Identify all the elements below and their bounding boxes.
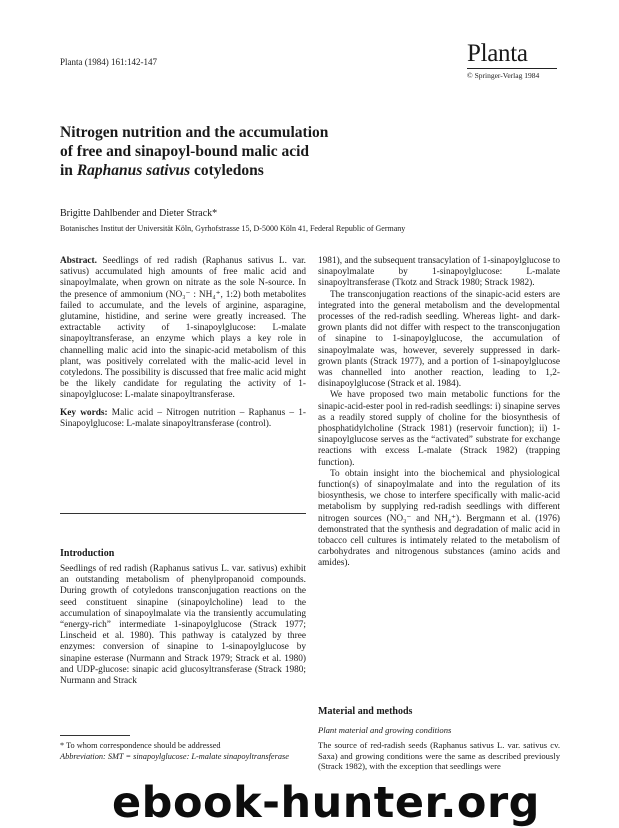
article-title	[60, 123, 400, 180]
right-paragraph-3: We have proposed two main metabolic functions for the sinapic-acid-ester pool in red-radish seedlings: i) sinapine serves as a readily stored supply of choline for the biosynthesis of phosphatidylcholine (Strack 1981) (reservoir function); ii) 1-sinapoylglucose serves as the “activated” substrate for exchange reactions with excess L-malate (Strack 1982) (trapping function).	[318, 390, 560, 468]
journal-logo	[467, 42, 557, 80]
journal-citation: Planta (1984) 161:142-147	[60, 57, 157, 67]
introduction-heading: Introduction	[60, 548, 115, 559]
abstract-block	[60, 256, 306, 430]
authors: Brigitte Dahlbender and Dieter Strack*	[60, 208, 218, 219]
keywords: Key words: Malic acid – Nitrogen nutrition – Raphanus – 1-Sinapoylglucose: L-malate sinapoyltransferase (control).	[60, 407, 306, 429]
methods-text: The source of red-radish seeds (Raphanus sativus L. var. sativus cv. Saxa) and growing conditions were the same as described previously (Strack 1982), with the exception that seedlings were	[318, 740, 560, 771]
right-paragraph-1: 1981), and the subsequent transacylation of 1-sinapoylglucose to sinapoylmalate by 1-sinapoylglucose: L-malate sinapoyltransferase (Tkotz and Strack 1980; Strack 1982).	[318, 256, 560, 289]
logo-name: Planta	[467, 40, 528, 67]
methods-heading: Material and methods	[318, 706, 413, 717]
abstract-divider	[60, 513, 306, 514]
footnotes	[60, 741, 306, 762]
abbreviation-note: Abbreviation: SMT = sinapoylglucose: L-malate sinapoyltransferase	[60, 751, 289, 761]
introduction-text: Seedlings of red radish (Raphanus sativus L. var. sativus) exhibit an outstanding metabolism of phenylpropanoid compounds. During growth of cotyledons transconjugation reactions on the seed constituent sinapine (sinapoylcholine) lead to the accumulation of sinapoylmalate via the transiently accumulating “energy-rich” intermediate 1-sinapoylglucose (Strack 1977; Linscheid et al. 1980). This pathway is catalyzed by three enzymes: conversion of sinapine to 1-sinapoylglucose by sinapine esterase (Nurmann and Strack 1979; Strack et al. 1980) and UDP-glucose: sinapic acid glucosyltransferase (Strack 1980; Nurmann and Strack	[60, 564, 306, 687]
watermark-text: ebook-hunter.org	[112, 778, 540, 828]
right-column	[318, 256, 560, 570]
logo-publisher: © Springer-Verlag 1984	[467, 68, 557, 80]
right-paragraph-2: The transconjugation reactions of the sinapic-acid esters are integrated into the general metabolism and the developmental processes of the red-radish seedling. Whereas light- and dark-grown plants did not differ with respect to the transconjugation of sinapine to 1-sinapoylglucose, the accumulation of sinapoylmalate was, however, severely suppressed in dark-grown plants (Strack 1977), and a portion of 1-sinapoylglucose was channelled into another reaction, leading to 1,2-disinapoylglucose (Strack et al. 1984).	[318, 289, 560, 390]
footnote-divider	[60, 735, 130, 736]
methods-subheading: Plant material and growing conditions	[318, 725, 452, 735]
right-paragraph-4: To obtain insight into the biochemical and physiological function(s) of sinapoylmalate and into the regulation of its biosynthesis, we chose to interfere specifically with malic-acid metabolism by supplying red-radish seedlings with different nitrogen sources (NO₃⁻ and NH₄⁺). Bergmann et al. (1976) demonstrated that the synthesis and degradation of malic acid in tobacco cell cultures is intimately related to the metabolism of carbohydrates and nitrogenous substances (amino acids and amides).	[318, 468, 560, 569]
affiliation: Botanisches Institut der Universität Köln, Gyrhofstrasse 15, D-5000 Köln 41, Federal Republic of Germany	[60, 224, 406, 233]
title-line-3: in Raphanus sativus cotyledons	[60, 162, 264, 179]
title-line-2: of free and sinapoyl-bound malic acid	[60, 143, 310, 160]
correspondence-note: * To whom correspondence should be addressed	[60, 741, 221, 750]
title-line-1: Nitrogen nutrition and the accumulation	[60, 124, 329, 141]
abstract: Abstract. Seedlings of red radish (Raphanus sativus L. var. sativus) accumulated high amounts of free malic acid and sinapoylmalate, when grown on nitrate as the sole N-source. In the presence of ammonium (NO₃⁻ : NH₄⁺, 1:2) both metabolites failed to accumulate, and the levels of arginine, asparagine, glutamine, histidine, and serine were greatly increased. The extractable activity of 1-sinapoylglucose: L-malate sinapoyltransferase, an enzyme which plays a key role in channelling malic acid into the sinapic-acid metabolism of this plant, was positively correlated with the malic-acid level in cotyledons. The possibility is discussed that free malic acid might be the likely candidate for regulating the activity of 1-sinapoylglucose: L-malate sinapoyltransferase.	[60, 256, 307, 401]
